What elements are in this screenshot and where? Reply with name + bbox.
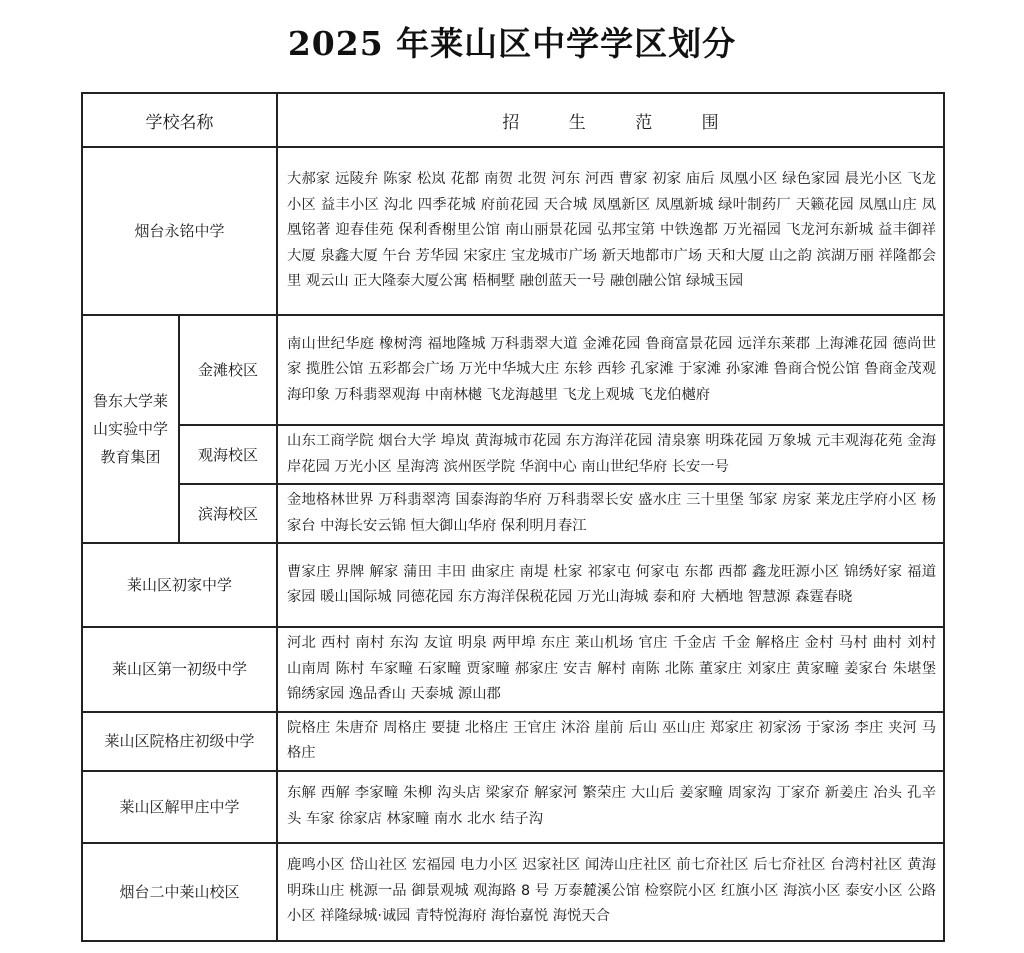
campus-name: 滨海校区 (179, 484, 277, 543)
table-row (82, 627, 944, 712)
table-row (82, 147, 944, 315)
district-table (81, 92, 945, 942)
enrollment-range: 曹家庄 界牌 解家 蒲田 丰田 曲家庄 南堤 杜家 祁家屯 何家屯 东都 西都 鑫龙旺源小区 锦绣好家 福道家园 暖山国际城 同德花园 东方海洋保税花园 万光山海城 泰和府 大栖地 智慧源 森霆春晓 (277, 543, 944, 627)
enrollment-range: 山东工商学院 烟台大学 埠岚 黄海城市花园 东方海洋花园 清泉寨 明珠花园 万象城 元丰观海花苑 金海岸花园 万光小区 星海湾 滨州医学院 华润中心 南山世纪华府 长安一号 (277, 425, 944, 484)
school-name: 莱山区初家中学 (82, 543, 277, 627)
school-group-label: 鲁东大学莱山实验中学教育集团 (92, 392, 168, 466)
campus-name: 金滩校区 (179, 315, 277, 425)
table-header-row (82, 93, 944, 147)
enrollment-range: 东解 西解 李家疃 朱柳 沟头店 梁家夼 解家河 繁荣庄 大山后 姜家疃 周家沟 丁家夼 新姜庄 冶头 孔辛头 车家 徐家店 林家疃 南水 北水 结子沟 (277, 771, 944, 843)
table-row (82, 425, 944, 484)
table-row (82, 315, 944, 425)
table-row (82, 843, 944, 941)
school-name: 烟台永铭中学 (82, 147, 277, 315)
enrollment-range: 河北 西村 南村 东沟 友谊 明泉 两甲埠 东庄 莱山机场 官庄 千金店 千金 解格庄 金村 马村 曲村 刘村 山南周 陈村 车家疃 石家疃 贾家疃 郝家庄 安吉 解村 南陈 北陈 董家庄 刘家庄 黄家疃 姜家台 朱堪堡 锦绣家园 逸品香山 天泰城 源山郡 (277, 627, 944, 712)
table-row (82, 543, 944, 627)
enrollment-range: 院格庄 朱唐夼 周格庄 要捷 北格庄 王官庄 沐浴 崖前 后山 巫山庄 郑家庄 初家汤 于家汤 李庄 夹河 马格庄 (277, 712, 944, 771)
header-enrollment-range: 招 生 范 围 (277, 93, 944, 147)
school-name: 烟台二中莱山校区 (82, 843, 277, 941)
school-name: 莱山区第一初级中学 (82, 627, 277, 712)
page-title: 2025 年莱山区中学学区划分 (287, 24, 737, 63)
enrollment-range: 鹿鸣小区 岱山社区 宏福园 电力小区 迟家社区 闻涛山庄社区 前七夼社区 后七夼社区 台湾村社区 黄海明珠山庄 桃源一品 御景观城 观海路 8 号 万泰麓溪公馆 检察院小区 红旗小区 海滨小区 泰安小区 公路小区 祥隆绿城·诚园 青特悦海府 海怡嘉悦 海悦天合 (277, 843, 944, 941)
table-row (82, 484, 944, 543)
school-group-name (82, 315, 179, 543)
school-name: 莱山区解甲庄中学 (82, 771, 277, 843)
enrollment-range: 大郝家 远陵弁 陈家 松岚 花都 南贺 北贺 河东 河西 曹家 初家 庙后 凤凰小区 绿色家园 晨光小区 飞龙小区 益丰小区 沟北 四季花城 府前花园 天合城 凤凰新区 凤凰新城 绿叶制药厂 天籁花园 凤凰山庄 凤凰铭著 迎春佳苑 保利香榭里公馆 南山丽景花园 弘邦宝第 中铁逸都 万光福园 飞龙河东新城 益丰御祥大厦 泉鑫大厦 午台 芳华园 宋家庄 宝龙城市广场 新天地都市广场 天和大厦 山之韵 滨湖万丽 祥隆都会里 观云山 正大隆泰大厦公寓 梧桐墅 融创蓝天一号 融创融公馆 绿城玉园 (277, 147, 944, 315)
enrollment-range: 南山世纪华庭 橡树湾 福地隆城 万科翡翠大道 金滩花园 鲁商富景花园 远洋东莱郡 上海滩花园 德尚世家 揽胜公馆 五彩都会广场 万光中华城大庄 东轸 西轸 孔家滩 于家滩 孙家滩 鲁商合悦公馆 鲁商金茂观海印象 万科翡翠观海 中南林樾 飞龙海越里 飞龙上观城 飞龙伯樾府 (277, 315, 944, 425)
table-row (82, 712, 944, 771)
campus-name: 观海校区 (179, 425, 277, 484)
enrollment-range: 金地格林世界 万科翡翠湾 国泰海韵华府 万科翡翠长安 盛水庄 三十里堡 邹家 房家 莱龙庄学府小区 杨家台 中海长安云锦 恒大御山华府 保利明月春江 (277, 484, 944, 543)
header-school-name: 学校名称 (82, 93, 277, 147)
school-name: 莱山区院格庄初级中学 (82, 712, 277, 771)
table-row (82, 771, 944, 843)
